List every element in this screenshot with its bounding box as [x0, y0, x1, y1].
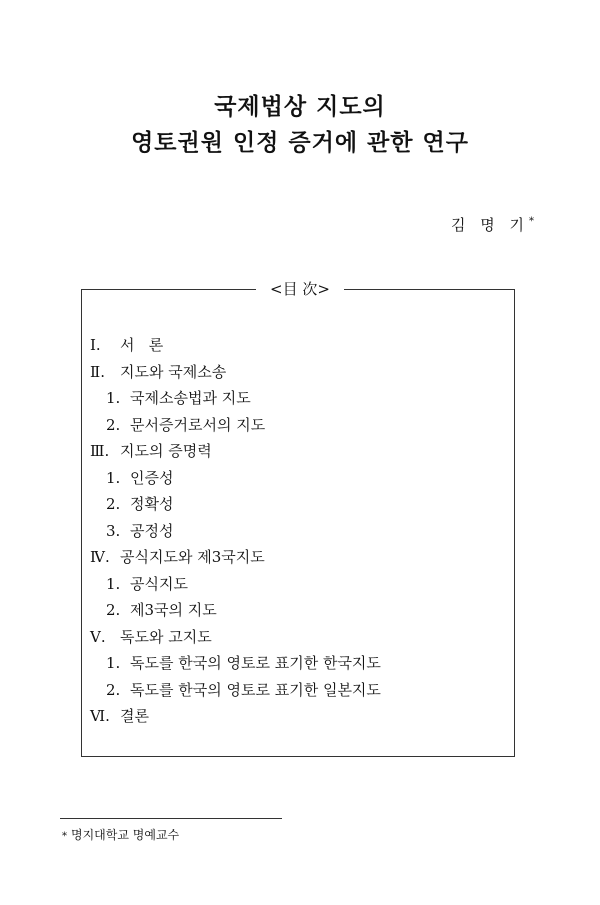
- toc-heading-label: <目 次>: [256, 280, 344, 298]
- toc-item: [90, 491, 381, 518]
- footnote: [62, 826, 179, 843]
- toc-item-number: Ⅳ.: [90, 548, 110, 566]
- paper-title-line-1: 국제법상 지도의: [214, 94, 386, 120]
- author-footnote-mark: *: [529, 216, 534, 227]
- toc-item-number: Ⅱ.: [90, 362, 105, 381]
- toc-item-number: 2.: [106, 495, 121, 513]
- toc-item-number: Ⅲ.: [90, 442, 110, 460]
- author-name: 김 명 기: [450, 216, 529, 234]
- toc-item-number: 1.: [106, 389, 121, 407]
- toc-item: [90, 544, 381, 571]
- toc-item-text: 문서증거로서의 지도: [130, 415, 266, 434]
- toc-item-text: 독도를 한국의 영토로 표기한 일본지도: [130, 680, 381, 699]
- toc-item-text: 결론: [120, 707, 149, 725]
- toc-item: [90, 571, 381, 598]
- toc-item-text: 독도를 한국의 영토로 표기한 한국지도: [130, 654, 381, 672]
- footnote-mark: *: [62, 831, 67, 842]
- toc-item: [90, 359, 381, 386]
- toc-item-number: 2.: [106, 415, 121, 434]
- toc-item-text: 국제소송법과 지도: [130, 389, 251, 407]
- toc-item-text: 정확성: [130, 495, 174, 513]
- footnote-divider: [60, 818, 282, 819]
- toc-item: [90, 650, 381, 677]
- toc-item: [90, 385, 381, 412]
- author-byline: [451, 214, 534, 235]
- toc-heading: [0, 278, 600, 299]
- toc-item-number: 1.: [106, 468, 121, 487]
- toc-item-number: Ⅵ.: [90, 707, 110, 725]
- toc-item-text: 공식지도와 제3국지도: [120, 548, 265, 566]
- toc-item-text: 공정성: [130, 521, 174, 540]
- footnote-text: 명지대학교 명예교수: [71, 828, 180, 842]
- toc-item: [90, 518, 381, 545]
- toc-item: [90, 597, 381, 624]
- toc-item-text: 독도와 고지도: [120, 627, 212, 646]
- toc-item: [90, 465, 381, 492]
- toc-item-text: 서 론: [120, 336, 164, 354]
- paper-title-line-2: 영토권원 인정 증거에 관한 연구: [131, 130, 469, 156]
- toc-item: [90, 677, 381, 704]
- toc-item-text: 제3국의 지도: [130, 601, 217, 619]
- toc-item-text: 지도의 증명력: [120, 442, 212, 460]
- toc-item-number: 1.: [106, 654, 121, 672]
- toc-item: [90, 703, 381, 730]
- toc-item: [90, 332, 381, 359]
- toc-item: [90, 438, 381, 465]
- toc-item-text: 지도와 국제소송: [120, 362, 227, 381]
- toc-item-number: 3.: [106, 521, 121, 540]
- toc-item-number: Ⅴ.: [90, 627, 106, 646]
- toc-item-text: 인증성: [130, 468, 174, 487]
- toc-item: [90, 412, 381, 439]
- toc-item: [90, 624, 381, 651]
- toc-item-number: 2.: [106, 680, 121, 699]
- toc-item-number: 1.: [106, 574, 121, 593]
- toc-item-number: Ⅰ.: [90, 336, 101, 354]
- toc-item-text: 공식지도: [130, 574, 188, 593]
- toc-list: [90, 332, 381, 730]
- toc-item-number: 2.: [106, 601, 121, 619]
